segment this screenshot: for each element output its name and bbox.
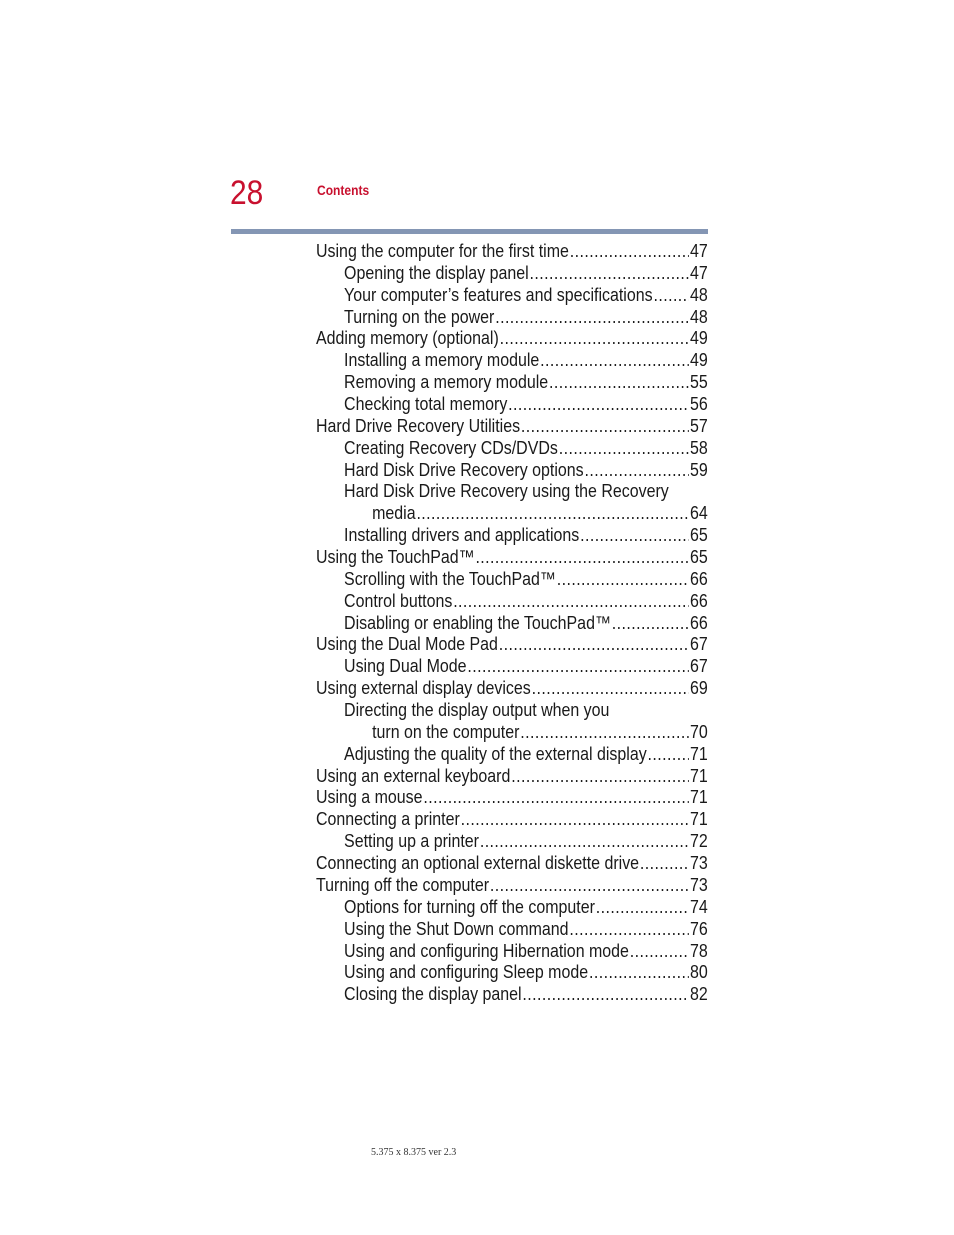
toc-entry[interactable] (316, 590, 708, 612)
toc-entry[interactable] (316, 633, 708, 655)
toc-entry-page: 65 (690, 524, 708, 546)
toc-leader-dots (557, 568, 689, 590)
toc-leader-dots (508, 393, 689, 415)
toc-entry-title: Connecting a printer (316, 808, 460, 830)
toc-entry-title: Directing the display output when you (344, 699, 610, 721)
toc-entry-title: Turning off the computer (316, 873, 490, 895)
toc-entry[interactable] (316, 721, 708, 743)
toc-entry-title: Using a mouse (316, 786, 423, 808)
toc-leader-dots (499, 633, 689, 655)
toc-entry-page: 55 (690, 371, 708, 393)
toc-entry-title: Installing drivers and applications (344, 524, 580, 546)
toc-leader-dots (495, 306, 689, 328)
toc-entry[interactable] (316, 437, 708, 459)
toc-entry[interactable] (316, 961, 708, 983)
toc-entry-page: 67 (690, 655, 708, 677)
toc-entry-title: Setting up a printer (344, 830, 479, 852)
toc-leader-dots (653, 284, 689, 306)
toc-entry-page: 76 (690, 917, 708, 939)
toc-entry-title: turn on the computer (372, 720, 520, 742)
toc-leader-dots (612, 612, 689, 634)
toc-entry-title: Checking total memory (344, 393, 508, 415)
toc-leader-dots (559, 437, 689, 459)
toc-entry-title: Closing the display panel (344, 983, 522, 1005)
toc-leader-dots (511, 765, 689, 787)
toc-entry-page: 49 (690, 327, 708, 349)
toc-entry[interactable] (316, 786, 708, 808)
toc-entry-title: Your computer’s features and specifications (344, 283, 653, 305)
toc-entry[interactable] (316, 306, 708, 328)
toc-entry[interactable] (316, 852, 708, 874)
toc-entry[interactable] (316, 262, 708, 284)
toc-entry-page: 70 (690, 720, 708, 742)
toc-entry-page: 80 (690, 961, 708, 983)
toc-entry-page: 57 (690, 414, 708, 436)
toc-leader-dots (532, 677, 690, 699)
toc-leader-dots (570, 240, 689, 262)
toc-entry[interactable] (316, 743, 708, 765)
print-spec-footer: 5.375 x 8.375 ver 2.3 (371, 1147, 457, 1158)
toc-entry-page: 56 (690, 393, 708, 415)
toc-entry-page: 72 (690, 830, 708, 852)
toc-entry-title: Control buttons (344, 589, 453, 611)
toc-entry-title: Hard Drive Recovery Utilities (316, 414, 521, 436)
toc-leader-dots (584, 459, 689, 481)
toc-entry[interactable] (316, 612, 708, 634)
toc-entry-page: 71 (690, 764, 708, 786)
toc-leader-dots (520, 721, 689, 743)
toc-entry-title: Hard Disk Drive Recovery using the Recovery (344, 480, 669, 502)
toc-leader-dots (453, 590, 689, 612)
toc-leader-dots (596, 896, 689, 918)
toc-entry-page: 65 (690, 546, 708, 568)
toc-leader-dots (569, 918, 689, 940)
toc-leader-dots (549, 371, 689, 393)
toc-entry[interactable] (316, 240, 708, 262)
toc-entry-title: Installing a memory module (344, 349, 540, 371)
toc-entry-page: 59 (690, 458, 708, 480)
toc-entry[interactable] (316, 918, 708, 940)
toc-entry-title: Disabling or enabling the TouchPad™ (344, 611, 611, 633)
toc-leader-dots (475, 546, 689, 568)
toc-entry-page: 49 (690, 349, 708, 371)
toc-leader-dots (648, 743, 690, 765)
toc-leader-dots (490, 874, 689, 896)
toc-entry[interactable] (316, 874, 708, 896)
toc-entry[interactable] (316, 459, 708, 481)
toc-leader-dots (521, 415, 689, 437)
toc-leader-dots (461, 808, 690, 830)
toc-entry-title: Turning on the power (344, 305, 495, 327)
toc-entry-page: 67 (690, 633, 708, 655)
toc-entry[interactable] (316, 524, 708, 546)
toc-entry-title: Using the Shut Down command (344, 917, 569, 939)
toc-entry[interactable] (316, 371, 708, 393)
toc-entry[interactable] (316, 830, 708, 852)
toc-entry[interactable] (316, 546, 708, 568)
toc-entry-page: 66 (690, 589, 708, 611)
toc-entry-page: 47 (690, 240, 708, 261)
toc-entry-page: 48 (690, 305, 708, 327)
toc-entry[interactable] (316, 284, 708, 306)
toc-entry[interactable] (316, 415, 708, 437)
toc-entry-title: Creating Recovery CDs/DVDs (344, 436, 558, 458)
toc-entry-page: 69 (690, 677, 708, 699)
toc-entry-page: 71 (690, 808, 708, 830)
toc-entry-title: Using and configuring Hibernation mode (344, 939, 629, 961)
toc-entry-page: 71 (690, 786, 708, 808)
toc-leader-dots (416, 502, 689, 524)
toc-entry-page: 73 (690, 873, 708, 895)
toc-entry-title: Adding memory (optional) (316, 327, 499, 349)
toc-entry[interactable] (316, 896, 708, 918)
toc-entry-title: Using and configuring Sleep mode (344, 961, 589, 983)
page-number: 28 (230, 174, 264, 212)
toc-entry[interactable] (316, 808, 708, 830)
toc-entry-title: Using the Dual Mode Pad (316, 633, 498, 655)
toc-leader-dots (580, 524, 689, 546)
toc-leader-dots (530, 262, 690, 284)
toc-entry-page: 71 (690, 742, 708, 764)
toc-entry-title: Using the TouchPad™ (316, 546, 475, 568)
toc-leader-dots (423, 786, 689, 808)
toc-leader-dots (630, 940, 689, 962)
toc-entry[interactable] (316, 677, 708, 699)
toc-entry-title: Using external display devices (316, 677, 531, 699)
toc-entry[interactable] (316, 940, 708, 962)
toc-entry-title: Using the computer for the first time (316, 240, 569, 261)
toc-entry-page: 78 (690, 939, 708, 961)
toc-leader-dots (589, 961, 689, 983)
toc-entry-title: Hard Disk Drive Recovery options (344, 458, 584, 480)
toc-entry[interactable] (316, 480, 708, 502)
toc-entry[interactable] (316, 502, 708, 524)
toc-entry[interactable] (316, 655, 708, 677)
toc-leader-dots (540, 349, 689, 371)
toc-entry[interactable] (316, 327, 708, 349)
toc-entry-page: 66 (690, 611, 708, 633)
toc-entry-title: Adjusting the quality of the external display (344, 742, 647, 764)
toc-entry-title: Opening the display panel (344, 261, 529, 283)
toc-entry[interactable] (316, 983, 708, 1005)
toc-entry-page: 74 (690, 895, 708, 917)
toc-leader-dots (640, 852, 689, 874)
toc-entry-title: Using an external keyboard (316, 764, 511, 786)
toc-entry-page: 73 (690, 852, 708, 874)
toc-entry-page: 64 (690, 502, 708, 524)
toc-entry-title: Removing a memory module (344, 371, 549, 393)
toc-entry-page: 66 (690, 567, 708, 589)
toc-entry-title: Using Dual Mode (344, 655, 467, 677)
toc-leader-dots (522, 983, 689, 1005)
toc-leader-dots (480, 830, 689, 852)
toc-entry-title: Scrolling with the TouchPad™ (344, 567, 556, 589)
toc-entry-page: 48 (690, 283, 708, 305)
toc-entry-title: Connecting an optional external diskette drive (316, 852, 640, 874)
toc-entry[interactable] (316, 765, 708, 787)
toc-entry-page: 58 (690, 436, 708, 458)
header-rule (231, 229, 708, 234)
toc-leader-dots (500, 327, 690, 349)
toc-entry[interactable] (316, 568, 708, 590)
toc-entry-page: 82 (690, 983, 708, 1005)
toc-entry[interactable] (316, 699, 708, 721)
toc-entry-title: media (372, 502, 416, 524)
toc-leader-dots (467, 655, 689, 677)
section-title: Contents (317, 182, 370, 198)
toc-entry[interactable] (316, 393, 708, 415)
table-of-contents (316, 240, 708, 1005)
toc-entry[interactable] (316, 349, 708, 371)
toc-entry-page: 47 (690, 261, 708, 283)
toc-entry-title: Options for turning off the computer (344, 895, 595, 917)
